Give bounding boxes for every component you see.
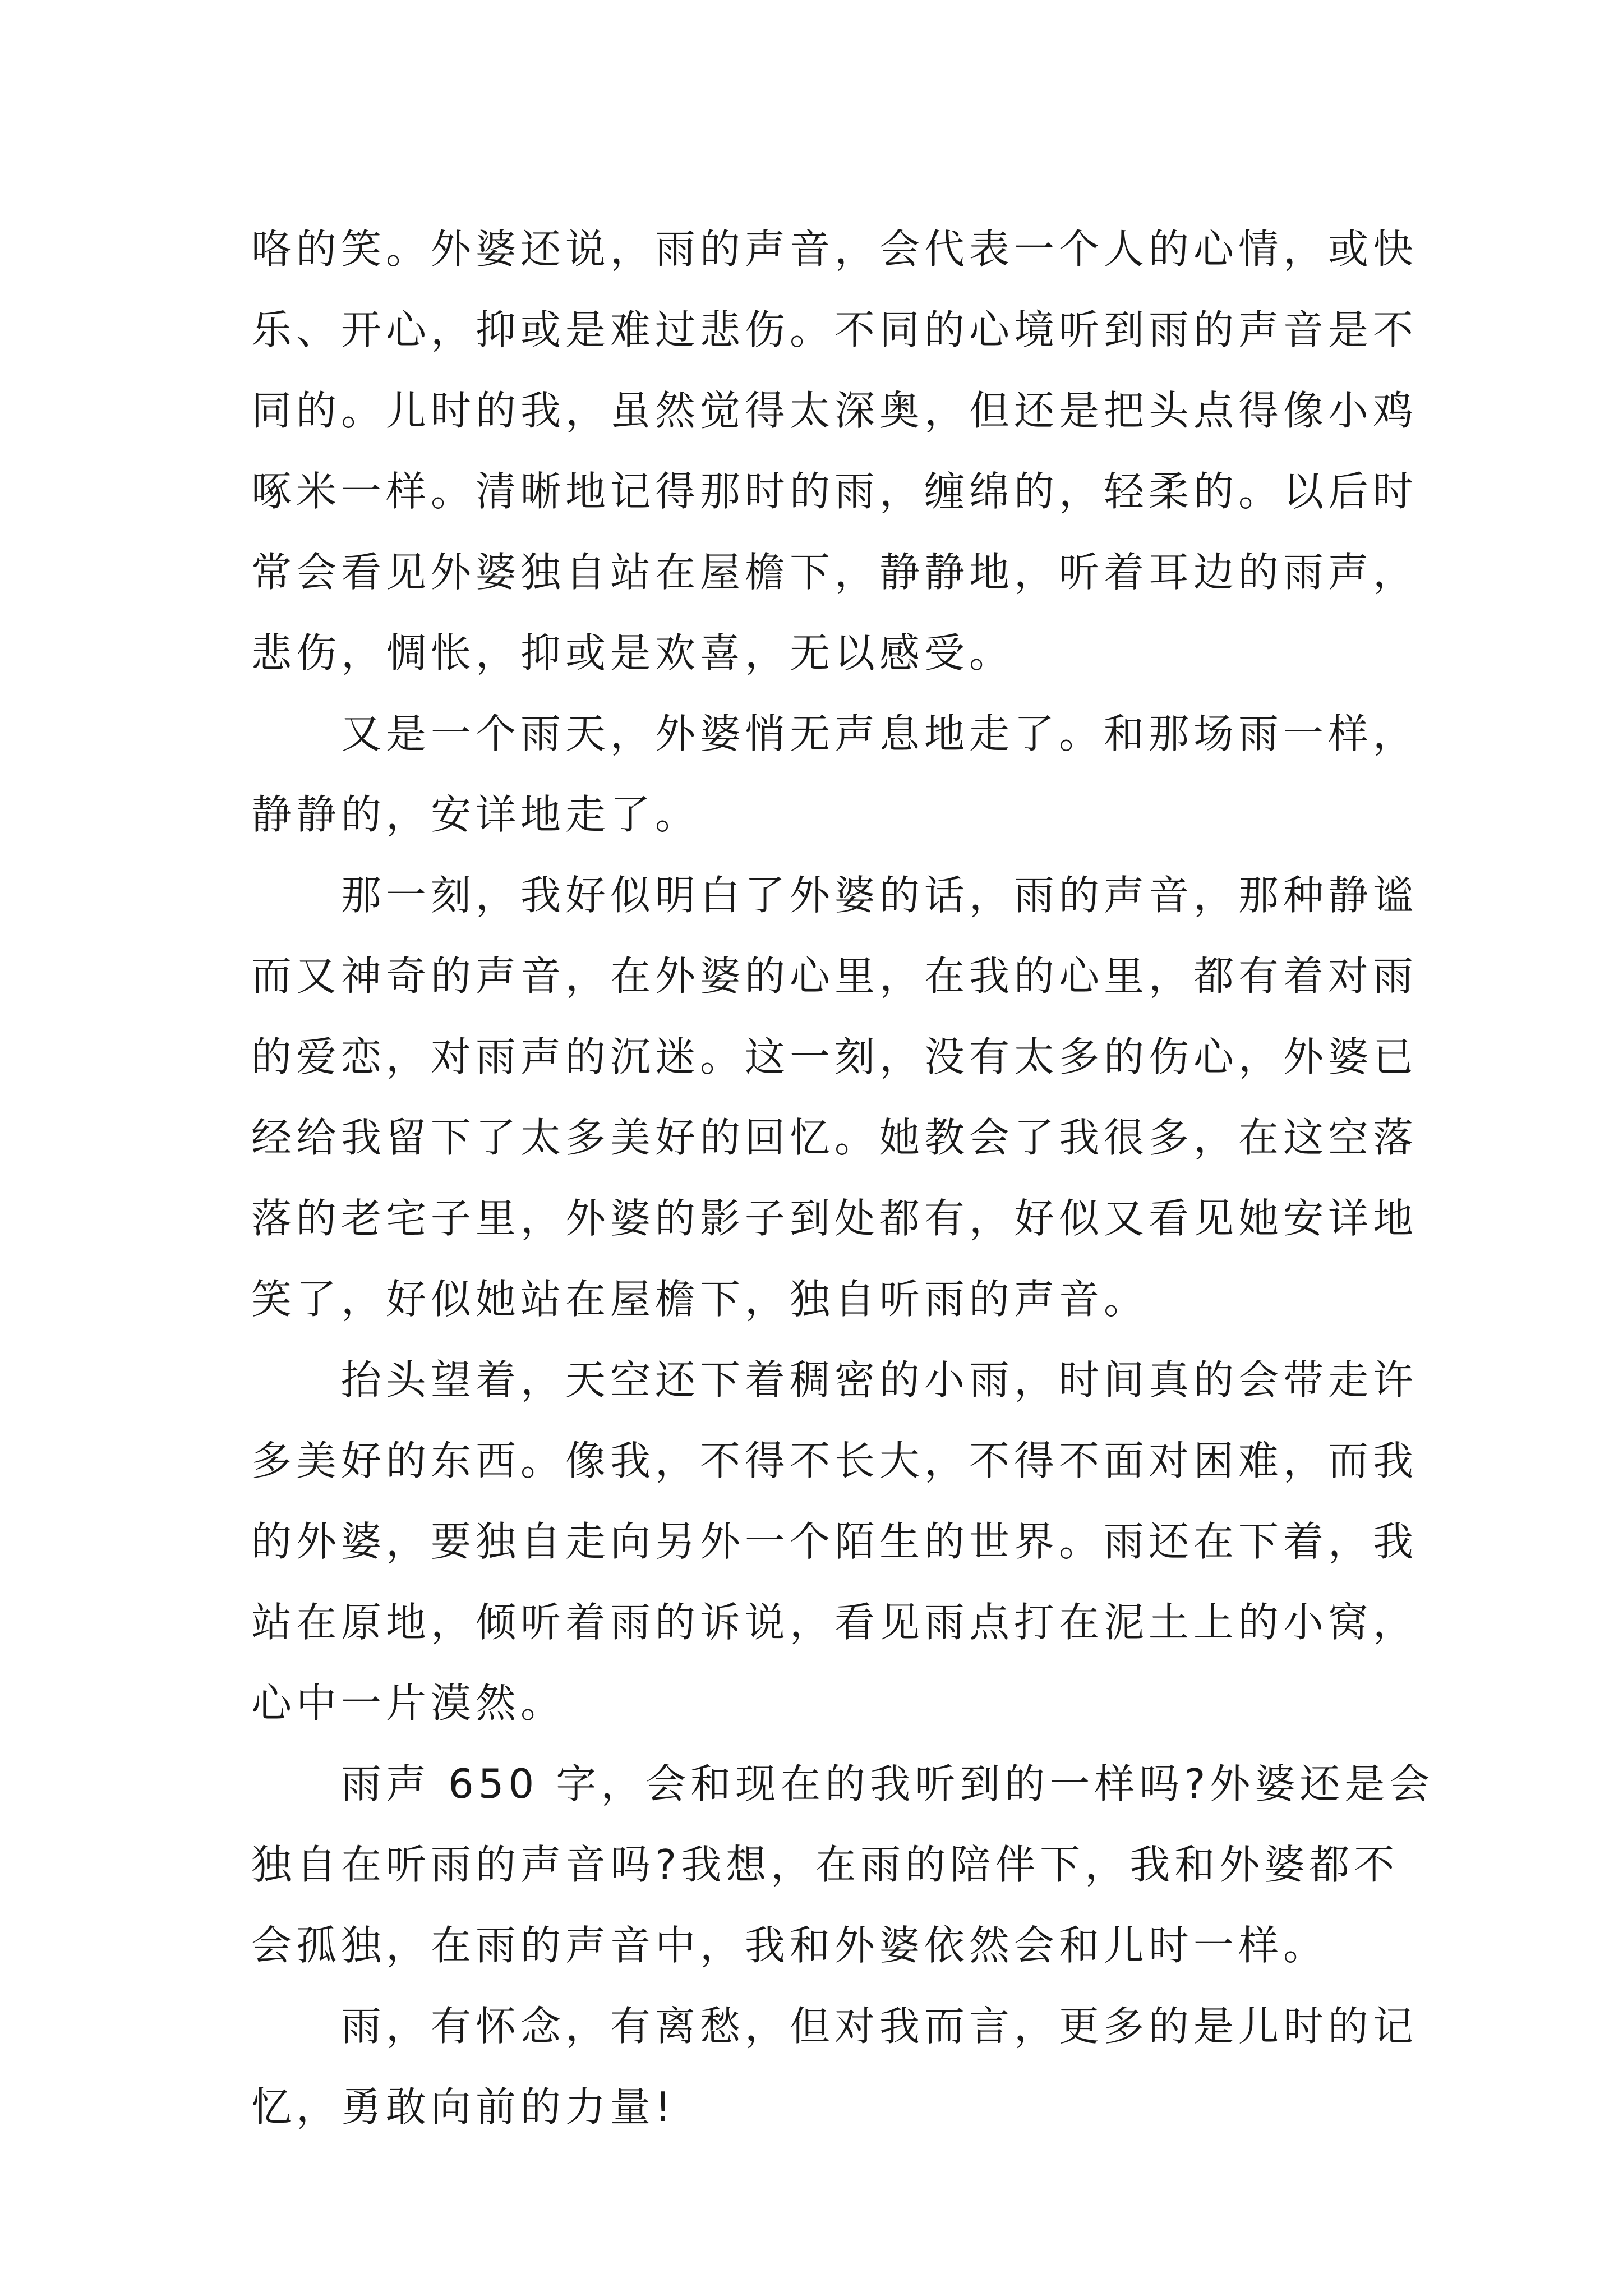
paragraph-5 (251, 1743, 1435, 1986)
text-line: 的爱恋，对雨声的沉迷。这一刻，没有太多的伤心，外婆已 (251, 1033, 1418, 1080)
text-line: 会孤独，在雨的声音中，我和外婆依然会和儿时一样。 (251, 1922, 1329, 1969)
document-body (251, 209, 1435, 2147)
paragraph-2 (251, 693, 1418, 855)
text-line: 而又神奇的声音，在外婆的心里，在我的心里，都有着对雨 (251, 953, 1418, 1000)
paragraph-6 (251, 1986, 1418, 2147)
text-line: 乐、开心，抑或是难过悲伤。不同的心境听到雨的声音是不 (251, 306, 1418, 353)
text-line: 咯的笑。外婆还说，雨的声音，会代表一个人的心情，或快 (251, 226, 1418, 273)
paragraph-4 (251, 1340, 1418, 1743)
text-line: 笑了，好似她站在屋檐下，独自听雨的声音。 (251, 1276, 1149, 1323)
text-line: 常会看见外婆独自站在屋檐下，静静地，听着耳边的雨声， (251, 549, 1418, 596)
text-line: 经给我留下了太多美好的回忆。她教会了我很多，在这空落 (251, 1114, 1418, 1161)
text-line: 抬头望着，天空还下着稠密的小雨，时间真的会带走许 (341, 1356, 1418, 1404)
text-line: 雨，有怀念，有离愁，但对我而言，更多的是儿时的记 (341, 2003, 1418, 2050)
text-line: 悲伤，惆怅，抑或是欢喜，无以感受。 (251, 629, 1015, 677)
text-line: 心中一片漠然。 (251, 1680, 566, 1727)
text-line: 静静的，安详地走了。 (251, 791, 700, 838)
paragraph-1 (251, 209, 1418, 693)
text-line: 又是一个雨天，外婆悄无声息地走了。和那场雨一样， (341, 710, 1418, 757)
text-line: 忆，勇敢向前的力量! (251, 2083, 676, 2131)
text-line: 雨声 650 字，会和现在的我听到的一样吗?外婆还是会 (341, 1760, 1435, 1807)
text-line: 多美好的东西。像我，不得不长大，不得不面对困难，而我 (251, 1437, 1418, 1484)
text-line: 同的。儿时的我，虽然觉得太深奥，但还是把头点得像小鸡 (251, 387, 1418, 434)
paragraph-3 (251, 855, 1418, 1340)
text-line: 啄米一样。清晰地记得那时的雨，缠绵的，轻柔的。以后时 (251, 468, 1418, 515)
text-line: 落的老宅子里，外婆的影子到处都有，好似又看见她安详地 (251, 1195, 1418, 1242)
text-line: 的外婆，要独自走向另外一个陌生的世界。雨还在下着，我 (251, 1518, 1418, 1565)
text-line: 站在原地，倾听着雨的诉说，看见雨点打在泥土上的小窝， (251, 1599, 1418, 1646)
text-line: 独自在听雨的声音吗?我想，在雨的陪伴下，我和外婆都不 (251, 1841, 1399, 1888)
text-line: 那一刻，我好似明白了外婆的话，雨的声音，那种静谧 (341, 872, 1418, 919)
